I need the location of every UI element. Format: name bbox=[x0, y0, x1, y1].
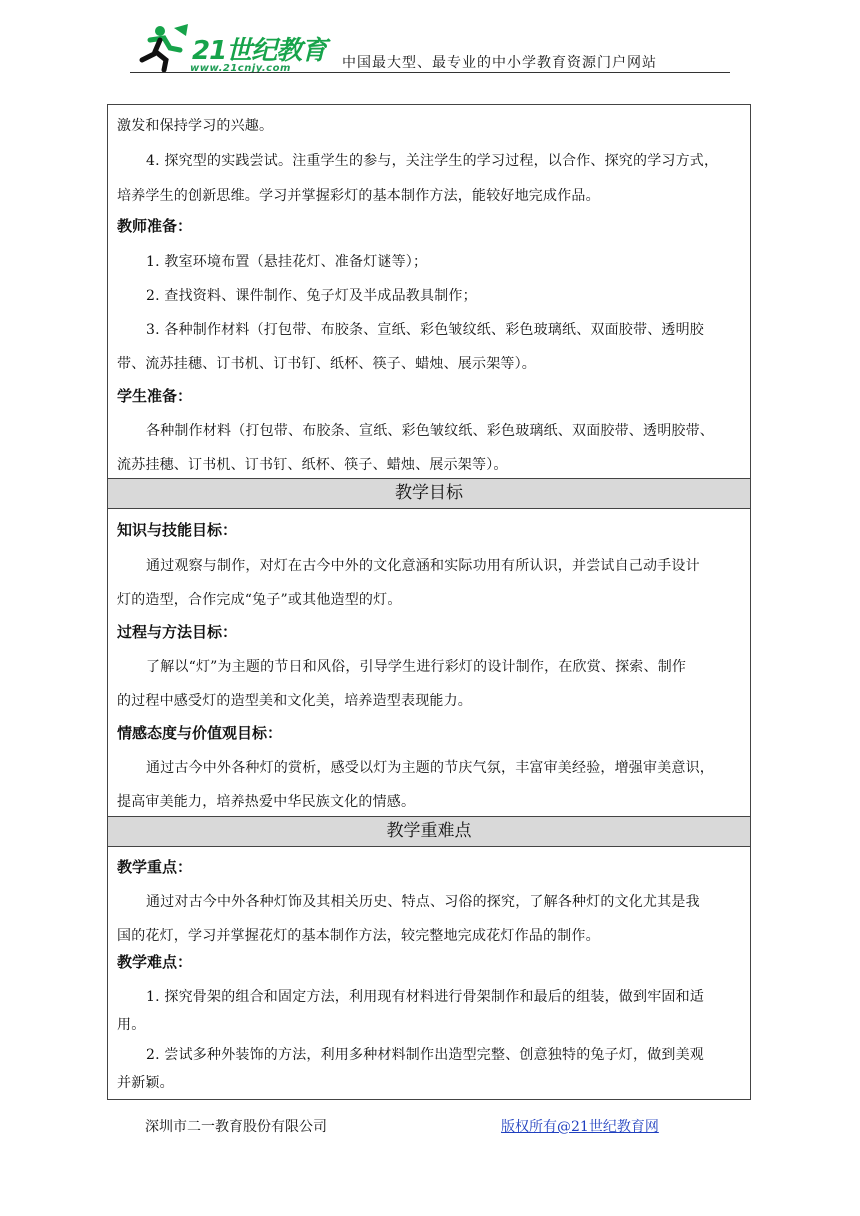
footer-company: 深圳市二一教育股份有限公司 bbox=[145, 1119, 327, 1135]
text-line: 流苏挂穗、订书机、订书钉、纸杯、筷子、蜡烛、展示架等）。 bbox=[117, 457, 508, 473]
section-title-key-points: 教学重难点 bbox=[108, 816, 750, 847]
text-line: 各种制作材料（打包带、布胶条、宣纸、彩色皱纹纸、彩色玻璃纸、双面胶带、透明胶带、 bbox=[146, 423, 714, 439]
lesson-plan-table bbox=[107, 104, 751, 1100]
running-figure-icon bbox=[130, 22, 192, 74]
text-line: 激发和保持学习的兴趣。 bbox=[117, 118, 274, 134]
difficulty-heading: 教学难点： bbox=[117, 953, 193, 971]
site-logo[interactable] bbox=[130, 22, 330, 74]
logo-url: www.21cnjy.com bbox=[190, 63, 291, 74]
text-line: 通过古今中外各种灯的赏析，感受以灯为主题的节庆气氛，丰富审美经验，增强审美意识， bbox=[146, 760, 714, 776]
text-line: 了解以“灯”为主题的节日和风俗，引导学生进行彩灯的设计制作，在欣赏、探索、制作 bbox=[146, 659, 687, 675]
text-line: 通过对古今中外各种灯饰及其相关历史、特点、习俗的探究，了解各种灯的文化尤其是我 bbox=[146, 894, 700, 910]
teacher-prep-heading: 教师准备： bbox=[117, 217, 193, 235]
text-line: 3. 各种制作材料（打包带、布胶条、宣纸、彩色皱纹纸、彩色玻璃纸、双面胶带、透明胶 bbox=[146, 322, 705, 338]
text-line: 通过观察与制作，对灯在古今中外的文化意涵和实际功用有所认识，并尝试自己动手设计 bbox=[146, 558, 700, 574]
header-divider bbox=[130, 72, 730, 73]
text-line: 的过程中感受灯的造型美和文化美，培养造型表现能力。 bbox=[117, 693, 472, 709]
text-line: 国的花灯，学习并掌握花灯的基本制作方法，较完整地完成花灯作品的制作。 bbox=[117, 928, 600, 944]
text-line: 用。 bbox=[117, 1017, 146, 1033]
knowledge-skill-heading: 知识与技能目标： bbox=[117, 521, 238, 539]
footer-copyright-link[interactable]: 版权所有@21世纪教育网 bbox=[501, 1119, 659, 1135]
text-line: 带、流苏挂穗、订书机、订书钉、纸杯、筷子、蜡烛、展示架等）。 bbox=[117, 356, 536, 372]
text-line: 培养学生的创新思维。学习并掌握彩灯的基本制作方法，能较好地完成作品。 bbox=[117, 188, 600, 204]
text-line: 提高审美能力，培养热爱中华民族文化的情感。 bbox=[117, 794, 416, 810]
text-line: 2. 尝试多种外装饰的方法，利用多种材料制作出造型完整、创意独特的兔子灯，做到美观 bbox=[146, 1047, 705, 1063]
logo-wordmark: 21世纪教育 bbox=[192, 36, 327, 66]
header-slogan: 中国最大型、最专业的中小学教育资源门户网站 bbox=[342, 55, 657, 71]
key-point-heading: 教学重点： bbox=[117, 858, 193, 876]
text-line: 2. 查找资料、课件制作、兔子灯及半成品教具制作； bbox=[146, 288, 477, 304]
emotion-value-heading: 情感态度与价值观目标： bbox=[117, 724, 283, 742]
text-line: 灯的造型，合作完成“兔子”或其他造型的灯。 bbox=[117, 592, 402, 608]
process-method-heading: 过程与方法目标： bbox=[117, 623, 238, 641]
text-line: 4. 探究型的实践尝试。注重学生的参与，关注学生的学习过程，以合作、探究的学习方式， bbox=[146, 153, 719, 169]
text-line: 1. 教室环境布置（悬挂花灯、准备灯谜等）； bbox=[146, 254, 428, 270]
section-title-objectives: 教学目标 bbox=[108, 478, 750, 509]
text-line: 并新颖。 bbox=[117, 1075, 174, 1091]
text-line: 1. 探究骨架的组合和固定方法，利用现有材料进行骨架制作和最后的组装，做到牢固和适 bbox=[146, 989, 705, 1005]
page-header bbox=[130, 22, 730, 76]
student-prep-heading: 学生准备： bbox=[117, 387, 193, 405]
